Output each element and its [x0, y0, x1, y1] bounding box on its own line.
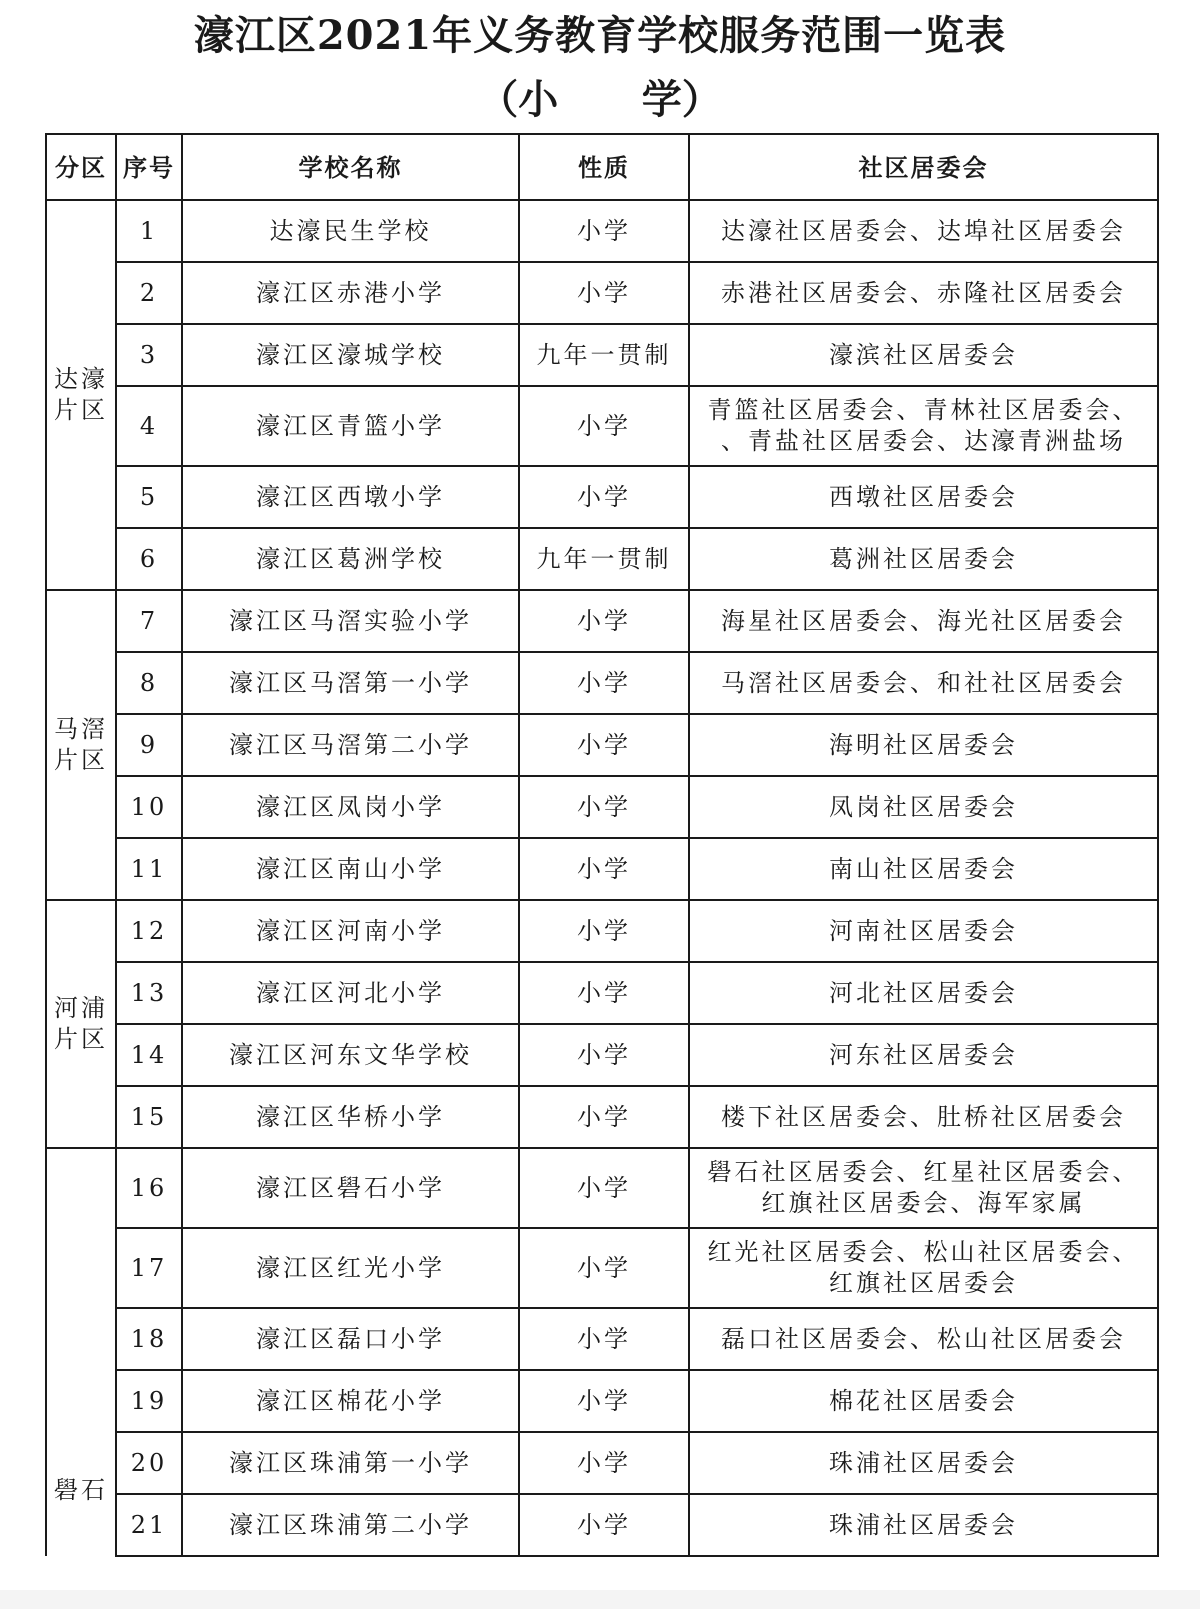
header-community: 社区居委会: [689, 134, 1158, 200]
nature-cell: 小学: [519, 900, 689, 962]
school-cell: 濠江区马滘实验小学: [182, 590, 519, 652]
community-cell: [689, 1494, 1158, 1556]
nature-cell: 九年一贯制: [519, 324, 689, 386]
community-cell: [689, 776, 1158, 838]
table-row: [46, 776, 1158, 838]
community-cell: [689, 466, 1158, 528]
district-name-line: 达濠: [54, 365, 108, 393]
table-row: [46, 262, 1158, 324]
service-scope-table: [45, 133, 1159, 1557]
seq-cell: 21: [116, 1494, 182, 1556]
community-line: 棉花社区居委会: [829, 1386, 1018, 1415]
community-line: 珠浦社区居委会: [829, 1448, 1018, 1477]
school-cell: 濠江区红光小学: [182, 1228, 519, 1308]
community-line: 河东社区居委会: [829, 1040, 1018, 1069]
community-cell: [689, 962, 1158, 1024]
table-row: [46, 1228, 1158, 1308]
community-cell: [689, 528, 1158, 590]
seq-cell: 14: [116, 1024, 182, 1086]
table-row: [46, 962, 1158, 1024]
community-cell: [689, 386, 1158, 466]
community-line: 河南社区居委会: [829, 916, 1018, 945]
nature-cell: 小学: [519, 776, 689, 838]
table-row: [46, 1370, 1158, 1432]
community-line: 青篮社区居委会、青林社区居委会、: [707, 396, 1140, 424]
nature-cell: 小学: [519, 1228, 689, 1308]
community-line: 葛洲社区居委会: [829, 544, 1018, 573]
nature-cell: 小学: [519, 714, 689, 776]
seq-cell: 13: [116, 962, 182, 1024]
community-line: 南山社区居委会: [829, 854, 1018, 883]
school-cell: 濠江区濠城学校: [182, 324, 519, 386]
school-cell: 濠江区马滘第一小学: [182, 652, 519, 714]
seq-cell: 8: [116, 652, 182, 714]
seq-cell: 2: [116, 262, 182, 324]
district-cell-queshi: [46, 1148, 116, 1556]
nature-cell: 小学: [519, 590, 689, 652]
header-district: 分区: [46, 134, 116, 200]
table-row: [46, 324, 1158, 386]
table-row: [46, 590, 1158, 652]
seq-cell: 6: [116, 528, 182, 590]
seq-cell: 18: [116, 1308, 182, 1370]
community-line: 海明社区居委会: [829, 730, 1018, 759]
school-cell: 濠江区南山小学: [182, 838, 519, 900]
nature-cell: 小学: [519, 466, 689, 528]
community-line: 濠滨社区居委会: [829, 340, 1018, 369]
community-cell: [689, 262, 1158, 324]
community-cell: [689, 1228, 1158, 1308]
district-name-line: 河浦: [54, 994, 108, 1022]
school-cell: 濠江区华桥小学: [182, 1086, 519, 1148]
header-school: 学校名称: [182, 134, 519, 200]
community-line: 红旗社区居委会: [829, 1269, 1018, 1297]
community-cell: [689, 1148, 1158, 1228]
district-cell-dahao: [46, 200, 116, 590]
nature-cell: 九年一贯制: [519, 528, 689, 590]
seq-cell: 7: [116, 590, 182, 652]
table-row: [46, 1308, 1158, 1370]
community-line: 达濠社区居委会、达埠社区居委会: [721, 216, 1126, 245]
table-row: [46, 200, 1158, 262]
table-header-row: [46, 134, 1158, 200]
school-cell: 濠江区青篮小学: [182, 386, 519, 466]
seq-cell: 20: [116, 1432, 182, 1494]
table-row: [46, 652, 1158, 714]
table-row: [46, 1148, 1158, 1228]
seq-cell: 10: [116, 776, 182, 838]
table-row: [46, 1432, 1158, 1494]
community-cell: [689, 1308, 1158, 1370]
nature-cell: 小学: [519, 962, 689, 1024]
page-title: 濠江区2021年义务教育学校服务范围一览表: [193, 12, 1007, 59]
table-row: [46, 386, 1158, 466]
table-row: [46, 528, 1158, 590]
nature-cell: 小学: [519, 262, 689, 324]
district-cell-hepu: [46, 900, 116, 1148]
community-line: 磊口社区居委会、松山社区居委会: [721, 1324, 1126, 1353]
community-cell: [689, 324, 1158, 386]
seq-cell: 9: [116, 714, 182, 776]
nature-cell: 小学: [519, 1432, 689, 1494]
page-subtitle: （小 学）: [478, 76, 722, 123]
community-line: 凤岗社区居委会: [829, 792, 1018, 821]
table-row: [46, 466, 1158, 528]
school-cell: 达濠民生学校: [182, 200, 519, 262]
community-cell: [689, 1432, 1158, 1494]
school-cell: 濠江区棉花小学: [182, 1370, 519, 1432]
nature-cell: 小学: [519, 1086, 689, 1148]
district-name-line: 礐石: [54, 1476, 108, 1504]
seq-cell: 4: [116, 386, 182, 466]
nature-cell: 小学: [519, 200, 689, 262]
community-cell: [689, 900, 1158, 962]
community-line: 楼下社区居委会、肚桥社区居委会: [721, 1102, 1126, 1131]
school-cell: 濠江区河南小学: [182, 900, 519, 962]
school-cell: 濠江区珠浦第二小学: [182, 1494, 519, 1556]
seq-cell: 5: [116, 466, 182, 528]
community-line: 赤港社区居委会、赤隆社区居委会: [721, 278, 1126, 307]
district-name-line: 片区: [54, 1025, 108, 1053]
community-line: 海星社区居委会、海光社区居委会: [721, 606, 1126, 635]
table-row: [46, 1086, 1158, 1148]
community-cell: [689, 200, 1158, 262]
school-cell: 濠江区河东文华学校: [182, 1024, 519, 1086]
community-line: 河北社区居委会: [829, 978, 1018, 1007]
nature-cell: 小学: [519, 838, 689, 900]
seq-cell: 17: [116, 1228, 182, 1308]
community-cell: [689, 1370, 1158, 1432]
community-cell: [689, 652, 1158, 714]
header-seq: 序号: [116, 134, 182, 200]
community-cell: [689, 590, 1158, 652]
table-row: [46, 838, 1158, 900]
table-row: [46, 900, 1158, 962]
table-row: [46, 1024, 1158, 1086]
seq-cell: 1: [116, 200, 182, 262]
community-cell: [689, 714, 1158, 776]
table-row: [46, 714, 1158, 776]
community-cell: [689, 1086, 1158, 1148]
seq-cell: 16: [116, 1148, 182, 1228]
header-nature: 性质: [519, 134, 689, 200]
school-cell: 濠江区赤港小学: [182, 262, 519, 324]
nature-cell: 小学: [519, 1308, 689, 1370]
community-cell: [689, 838, 1158, 900]
community-line: 马滘社区居委会、和社社区居委会: [721, 668, 1126, 697]
nature-cell: 小学: [519, 1024, 689, 1086]
school-cell: 濠江区珠浦第一小学: [182, 1432, 519, 1494]
school-cell: 濠江区西墩小学: [182, 466, 519, 528]
school-cell: 濠江区河北小学: [182, 962, 519, 1024]
district-name-line: 片区: [54, 746, 108, 774]
community-line: 珠浦社区居委会: [829, 1510, 1018, 1539]
school-cell: 濠江区马滘第二小学: [182, 714, 519, 776]
district-cell-majiao: [46, 590, 116, 900]
community-cell: [689, 1024, 1158, 1086]
nature-cell: 小学: [519, 652, 689, 714]
seq-cell: 3: [116, 324, 182, 386]
table-row: [46, 1494, 1158, 1556]
seq-cell: 19: [116, 1370, 182, 1432]
community-line: 礐石社区居委会、红星社区居委会、: [707, 1158, 1140, 1186]
nature-cell: 小学: [519, 1370, 689, 1432]
seq-cell: 15: [116, 1086, 182, 1148]
school-cell: 濠江区凤岗小学: [182, 776, 519, 838]
community-line: 红旗社区居委会、海军家属: [761, 1189, 1086, 1217]
school-cell: 濠江区葛洲学校: [182, 528, 519, 590]
nature-cell: 小学: [519, 1148, 689, 1228]
nature-cell: 小学: [519, 1494, 689, 1556]
district-name-line: 马滘: [54, 715, 108, 743]
school-cell: 濠江区磊口小学: [182, 1308, 519, 1370]
community-line: 西墩社区居委会: [829, 482, 1018, 511]
community-line: 、青盐社区居委会、达濠青洲盐场: [721, 427, 1126, 455]
district-name-line: 片区: [54, 396, 108, 424]
community-line: 红光社区居委会、松山社区居委会、: [707, 1238, 1140, 1266]
page-bottom-strip: [0, 1590, 1200, 1609]
seq-cell: 12: [116, 900, 182, 962]
nature-cell: 小学: [519, 386, 689, 466]
school-cell: 濠江区礐石小学: [182, 1148, 519, 1228]
seq-cell: 11: [116, 838, 182, 900]
